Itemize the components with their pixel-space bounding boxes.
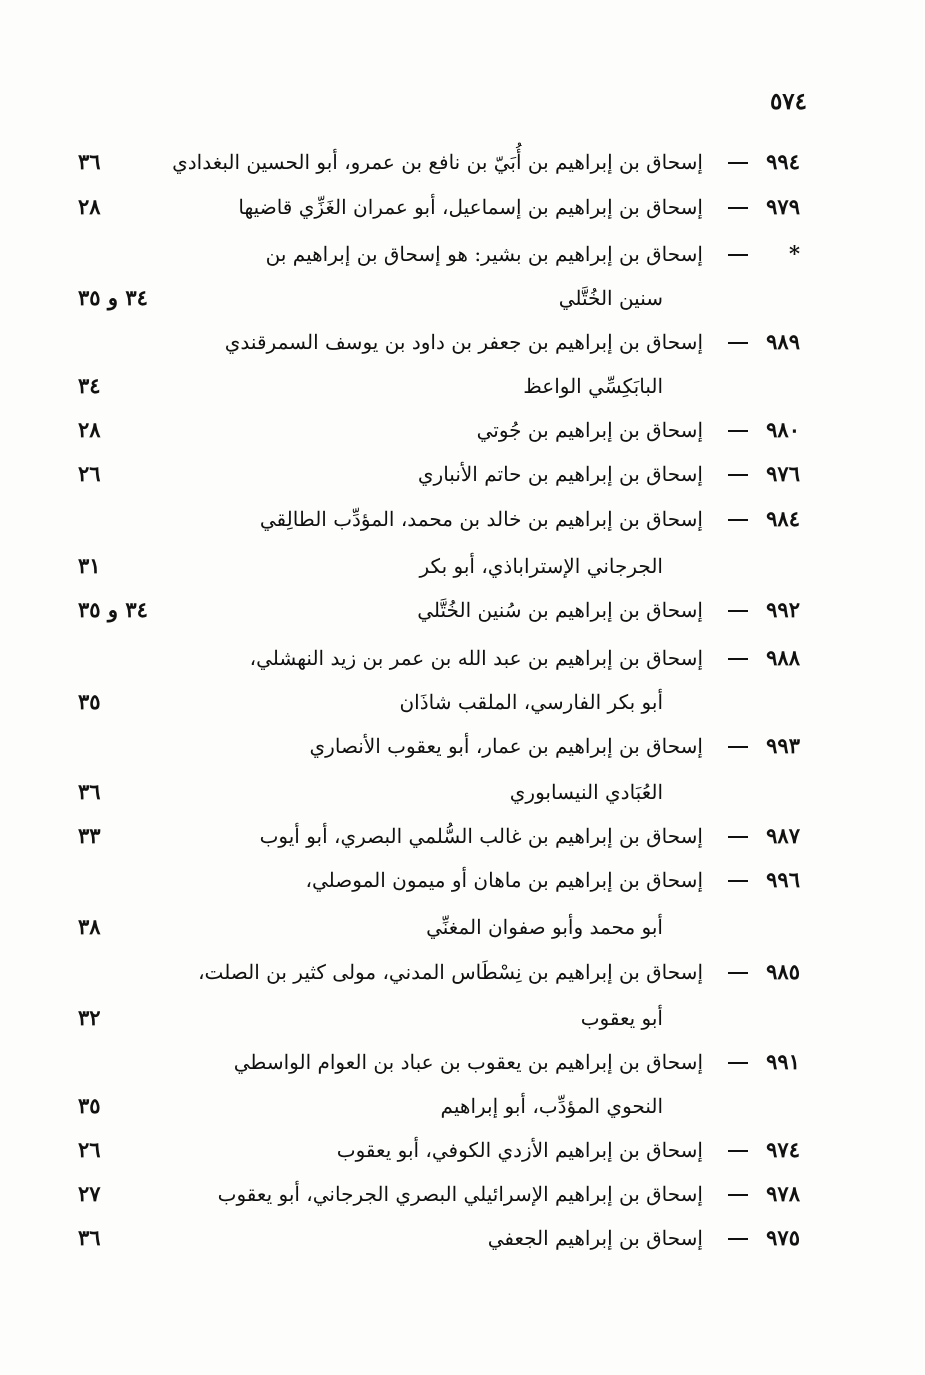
dash-separator xyxy=(728,658,748,660)
entry-text: إسحاق بن إبراهيم بن عمار، أبو يعقوب الأنصاري xyxy=(309,734,703,758)
entry-number: ٩٨٠ xyxy=(766,417,800,442)
dash-separator xyxy=(728,342,748,344)
entry-number: ٩٩٤ xyxy=(766,149,800,174)
entry-text: إسحاق بن إبراهيم بن أُبَيّ بن نافع بن عمرو، أبو الحسين البغدادي xyxy=(172,150,703,174)
entry-text: إسحاق بن إبراهيم بن عبد الله بن عمر بن زيد النهشلي، xyxy=(249,646,703,670)
entry-number: ٩٧٨ xyxy=(766,1181,800,1206)
entry-number: ٩٧٥ xyxy=(766,1225,800,1250)
index-entry-line xyxy=(0,724,925,768)
entry-number: ٩٩٢ xyxy=(766,597,800,622)
entry-text: إسحاق بن إبراهيم بن غالب السُّلمي البصري، أبو أيوب xyxy=(259,824,703,848)
index-entry-line xyxy=(0,544,925,588)
entry-number: ٩٨٥ xyxy=(766,959,800,984)
entry-text: إسحاق بن إبراهيم بن نِسْطَاس المدني، مولى كثير بن الصلت، xyxy=(198,960,703,984)
entry-text: أبو يعقوب xyxy=(580,1006,663,1030)
page-reference: ٣٦ xyxy=(78,779,101,804)
entry-text: أبو محمد وأبو صفوان المغنِّي xyxy=(426,915,663,939)
page-reference: ٢٦ xyxy=(78,1137,101,1162)
entry-text: الجرجاني الإستراباذي، أبو بكر xyxy=(419,554,663,578)
index-entry-line xyxy=(0,636,925,680)
dash-separator xyxy=(728,1062,748,1064)
entry-number: ٩٨٤ xyxy=(766,506,800,531)
page-reference: ٢٨ xyxy=(78,194,101,219)
dash-separator xyxy=(728,880,748,882)
page-reference: ٣٤ و ٣٥ xyxy=(78,285,148,310)
entry-text: إسحاق بن إبراهيم بن إسماعيل، أبو عمران الغَزِّي قاضيها xyxy=(238,195,703,219)
entry-text: إسحاق بن إبراهيم بن جعفر بن داود بن يوسف السمرقندي xyxy=(224,330,703,354)
index-entry-line xyxy=(0,1216,925,1260)
entry-text: إسحاق بن إبراهيم الأزدي الكوفي، أبو يعقوب xyxy=(336,1138,703,1162)
page-reference: ٣١ xyxy=(78,553,101,578)
index-entry-line xyxy=(0,814,925,858)
index-entry-line xyxy=(0,588,925,632)
index-entry-line xyxy=(0,905,925,949)
entry-number: ٩٩٣ xyxy=(766,733,800,758)
page-reference: ٣٤ xyxy=(78,373,101,398)
dash-separator xyxy=(728,207,748,209)
entry-text: البابَكِسِّي الواعظ xyxy=(523,374,663,398)
index-entry-line xyxy=(0,1128,925,1172)
index-entry-line xyxy=(0,680,925,724)
entry-text: إسحاق بن إبراهيم بن جُوتي xyxy=(476,418,703,442)
page-number: ٥٧٤ xyxy=(769,88,807,115)
entry-number: ٩٩٦ xyxy=(766,867,800,892)
page-reference: ٣٥ xyxy=(78,1093,101,1118)
entry-text: إسحاق بن إبراهيم بن ماهان أو ميمون الموصلي، xyxy=(305,868,703,892)
dash-separator xyxy=(728,1238,748,1240)
index-entry-line xyxy=(0,408,925,452)
page-reference: ٢٧ xyxy=(78,1181,101,1206)
page-reference: ٢٦ xyxy=(78,461,101,486)
dash-separator xyxy=(728,972,748,974)
entry-number: ٩٧٤ xyxy=(766,1137,800,1162)
entry-number: ٩٧٩ xyxy=(766,194,800,219)
entry-text: النحوي المؤدِّب، أبو إبراهيم xyxy=(440,1094,663,1118)
asterisk-mark: * xyxy=(789,241,800,266)
index-entry-line xyxy=(0,232,925,276)
index-entry-line xyxy=(0,1172,925,1216)
dash-separator xyxy=(728,746,748,748)
dash-separator xyxy=(728,519,748,521)
dash-separator xyxy=(728,1194,748,1196)
entry-text: إسحاق بن إبراهيم بن بشير: هو إسحاق بن إبراهيم بن xyxy=(265,242,703,266)
entry-text: إسحاق بن إبراهيم الجعفي xyxy=(487,1226,703,1250)
page-reference: ٣٦ xyxy=(78,1225,101,1250)
index-entry-line xyxy=(0,1040,925,1084)
entry-text: العُبَادي النيسابوري xyxy=(509,780,663,804)
index-entry-line xyxy=(0,185,925,229)
page-reference: ٣٦ xyxy=(78,149,101,174)
dash-separator xyxy=(728,1150,748,1152)
index-entry-line xyxy=(0,858,925,902)
index-entry-line xyxy=(0,140,925,184)
page-reference: ٣٣ xyxy=(78,823,101,848)
page-reference: ٣٤ و ٣٥ xyxy=(78,597,148,622)
entry-text: سنين الخُتَّلي xyxy=(558,286,663,310)
entry-text: أبو بكر الفارسي، الملقب شاذَان xyxy=(399,690,663,714)
dash-separator xyxy=(728,254,748,256)
entry-text: إسحاق بن إبراهيم بن سُنين الخُتَّلي xyxy=(417,598,703,622)
dash-separator xyxy=(728,610,748,612)
page-reference: ٢٨ xyxy=(78,417,101,442)
entry-text: إسحاق بن إبراهيم الإسرائيلي البصري الجرجاني، أبو يعقوب xyxy=(217,1182,703,1206)
page-reference: ٣٥ xyxy=(78,689,101,714)
index-entry-line xyxy=(0,320,925,364)
entry-text: إسحاق بن إبراهيم بن حاتم الأنباري xyxy=(417,462,703,486)
index-entry-line xyxy=(0,770,925,814)
entry-number: ٩٨٩ xyxy=(766,329,800,354)
index-entry-line xyxy=(0,1084,925,1128)
dash-separator xyxy=(728,430,748,432)
entry-text: إسحاق بن إبراهيم بن يعقوب بن عباد بن العوام الواسطي xyxy=(233,1050,703,1074)
entry-number: ٩٨٧ xyxy=(766,823,800,848)
dash-separator xyxy=(728,836,748,838)
page-reference: ٣٨ xyxy=(78,914,101,939)
index-entry-line xyxy=(0,452,925,496)
dash-separator xyxy=(728,474,748,476)
index-entry-line xyxy=(0,364,925,408)
entry-text: إسحاق بن إبراهيم بن خالد بن محمد، المؤدِّب الطالِقي xyxy=(259,507,703,531)
dash-separator xyxy=(728,162,748,164)
index-entry-line xyxy=(0,996,925,1040)
page-reference: ٣٢ xyxy=(78,1005,101,1030)
index-entry-line xyxy=(0,276,925,320)
entry-number: ٩٨٨ xyxy=(766,645,800,670)
index-entry-line xyxy=(0,950,925,994)
entry-number: ٩٧٦ xyxy=(766,461,800,486)
entry-number: ٩٩١ xyxy=(766,1049,800,1074)
index-entry-line xyxy=(0,497,925,541)
